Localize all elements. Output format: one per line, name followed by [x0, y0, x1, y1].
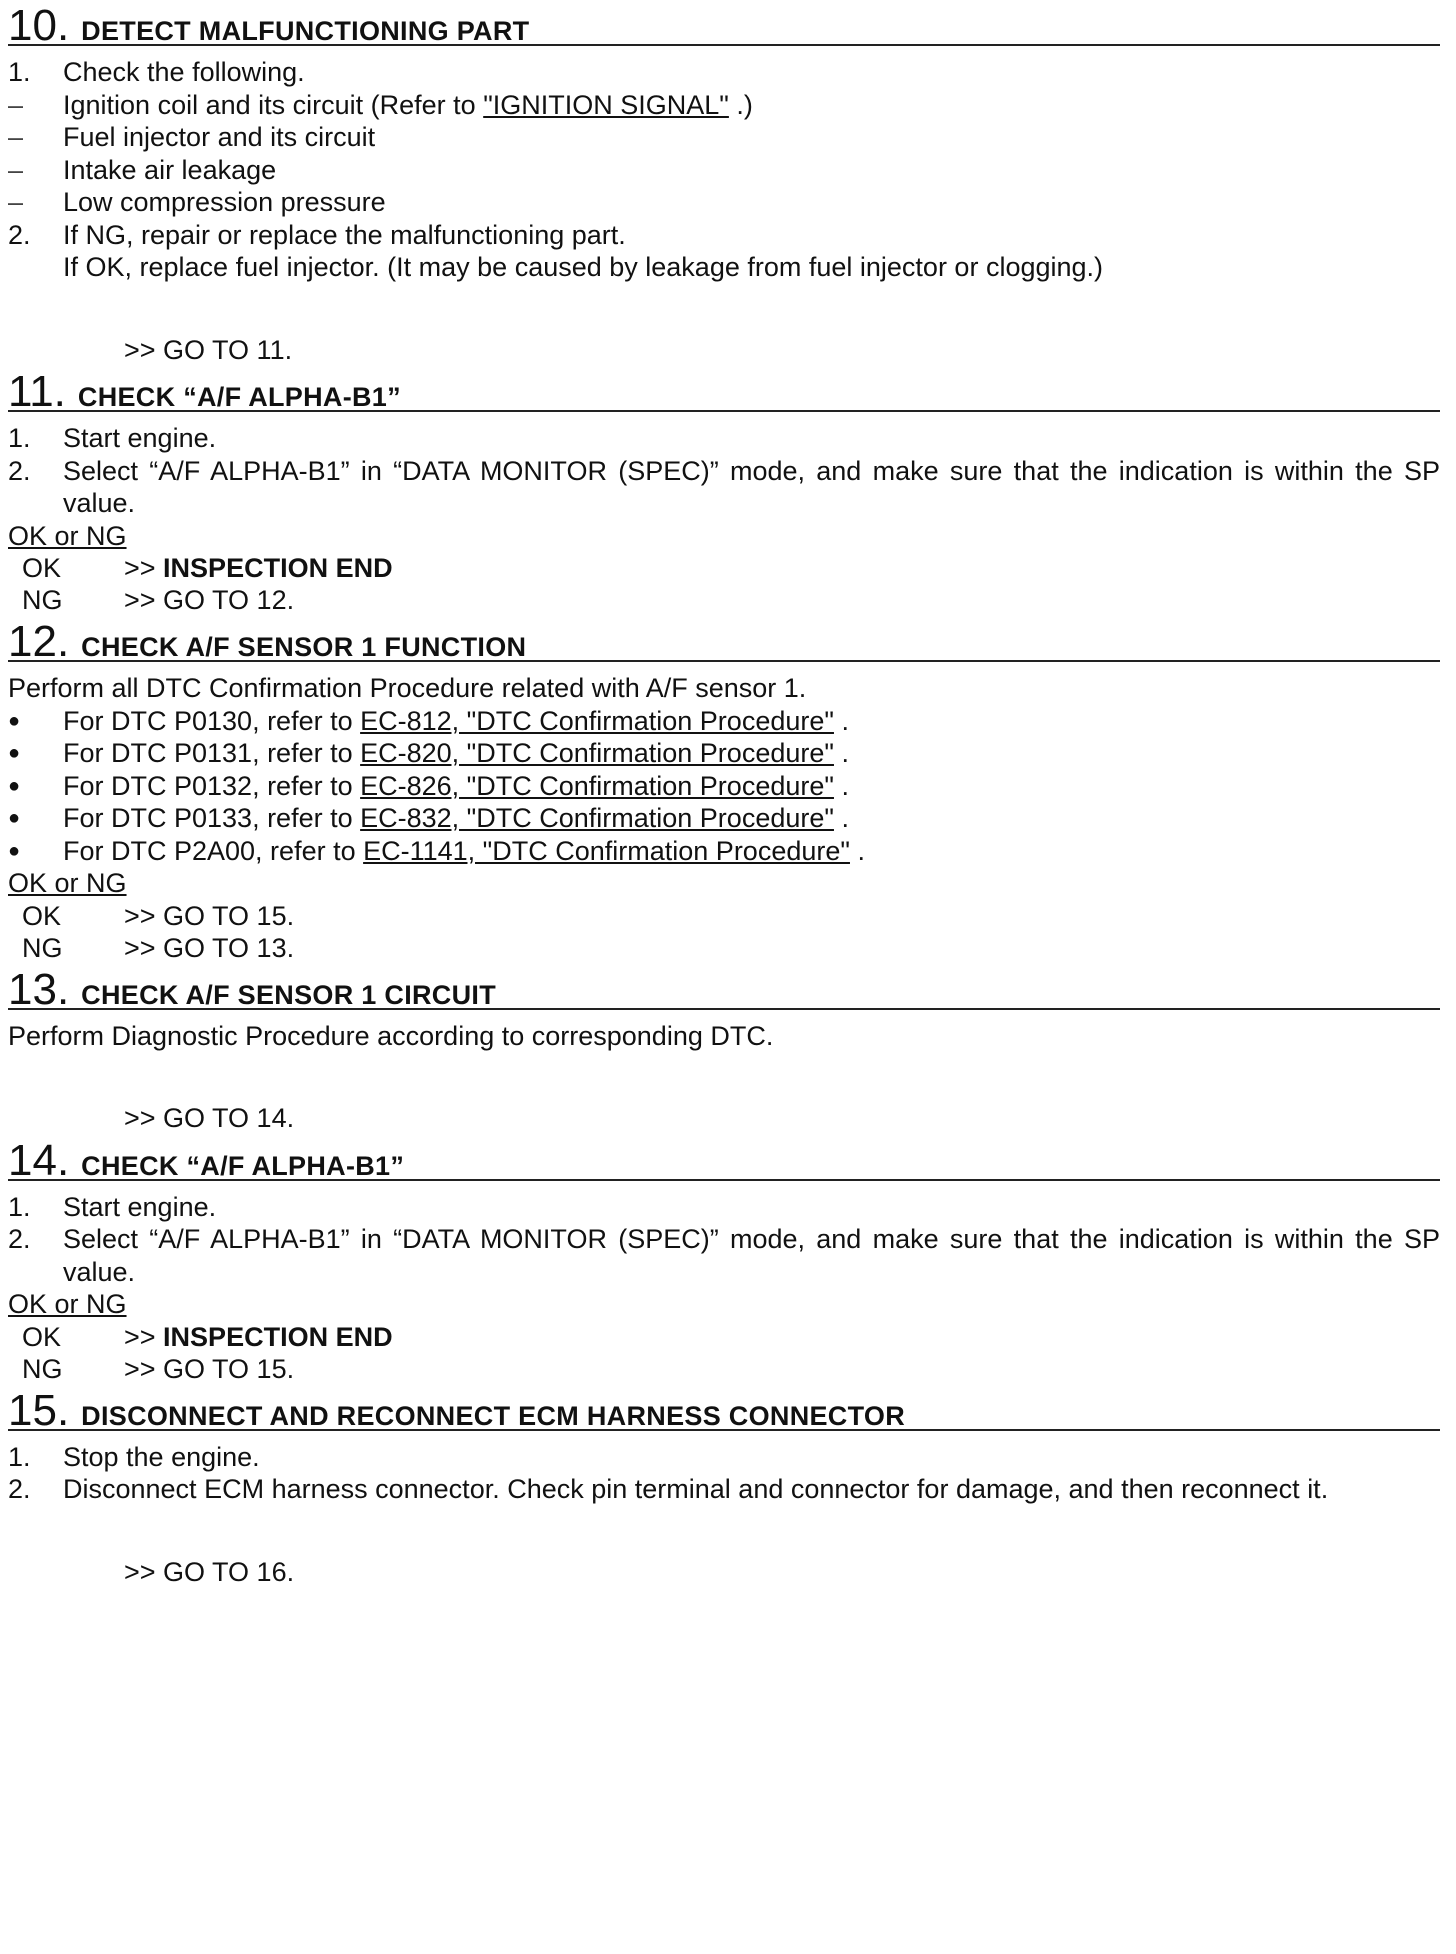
- ok-or-ng-label: OK or NG: [8, 1289, 127, 1319]
- step-15: [8, 1385, 1440, 1589]
- result-ng: NG >> GO TO 12.: [22, 585, 295, 615]
- list-item: 1. Start engine.: [8, 1191, 217, 1222]
- step-title: CHECK A/F SENSOR 1 FUNCTION: [81, 632, 527, 662]
- list-item: 1. Stop the engine.: [8, 1441, 260, 1472]
- ok-or-ng-label: OK or NG: [8, 868, 127, 898]
- step-heading: [8, 366, 1440, 416]
- step-number: 11.: [8, 367, 66, 416]
- result-ok: OK >> GO TO 15.: [22, 900, 295, 931]
- list-item: – Fuel injector and its circuit: [8, 122, 376, 152]
- result-ng: NG >> GO TO 13.: [22, 932, 295, 963]
- step-13: [8, 964, 1440, 1135]
- ignition-signal-link[interactable]: "IGNITION SIGNAL": [483, 89, 729, 120]
- step-heading: [8, 964, 1440, 1014]
- ok-or-ng-label: OK or NG: [8, 520, 127, 551]
- list-item: ● For DTC P0131, refer to EC-820, "DTC Confirmation Procedure" .: [8, 738, 849, 768]
- result-ok: OK >> INSPECTION END: [22, 1321, 393, 1352]
- bullet-icon: ●: [8, 774, 21, 797]
- dtc-link[interactable]: EC-820, "DTC Confirmation Procedure": [360, 738, 834, 768]
- list-item: – Low compression pressure: [8, 187, 386, 217]
- step-number: 13.: [8, 964, 70, 1014]
- intro-text: Perform all DTC Confirmation Procedure related with A/F sensor 1.: [8, 673, 807, 703]
- step-14: [8, 1135, 1440, 1385]
- step-heading: [8, 0, 1440, 50]
- bullet-icon: ●: [8, 742, 21, 764]
- step-title: CHECK “A/F ALPHA-B1”: [81, 1150, 405, 1181]
- step-heading: [8, 616, 1440, 666]
- result-ng: NG >> GO TO 15.: [22, 1353, 295, 1384]
- dtc-link[interactable]: EC-832, "DTC Confirmation Procedure": [360, 803, 834, 833]
- goto-next: >> GO TO 16.: [124, 1556, 295, 1587]
- list-item: 2. If NG, repair or replace the malfunctioning part. If OK, replace fuel injector. (It may be caused by leakage from fuel injector or clogging.): [8, 219, 1104, 282]
- step-number: 14.: [8, 1135, 70, 1185]
- bullet-icon: ●: [8, 709, 21, 732]
- procedure-page: [8, 0, 1440, 1588]
- step-number: 15.: [8, 1385, 70, 1435]
- list-item: 1. Check the following.: [8, 57, 305, 87]
- step-10: [8, 0, 1440, 366]
- result-ok: OK >> INSPECTION END: [22, 553, 393, 583]
- goto-next: >> GO TO 14.: [124, 1103, 295, 1133]
- list-item: – Ignition coil and its circuit (Refer to "IGNITION SIGNAL" .): [8, 89, 753, 120]
- goto-next: >> GO TO 11.: [124, 334, 293, 365]
- step-12: [8, 616, 1440, 964]
- step-11: [8, 366, 1440, 616]
- step-heading: [8, 1135, 1440, 1185]
- dtc-link[interactable]: EC-826, "DTC Confirmation Procedure": [360, 770, 834, 801]
- bullet-icon: ●: [8, 807, 21, 829]
- dtc-link[interactable]: EC-1141, "DTC Confirmation Procedure": [363, 835, 850, 866]
- list-item: ● For DTC P0130, refer to EC-812, "DTC Confirmation Procedure" .: [8, 705, 849, 736]
- list-item: – Intake air leakage: [8, 154, 277, 185]
- step-title: DISCONNECT AND RECONNECT ECM HARNESS CONNECTOR: [81, 1400, 906, 1431]
- step-number: 10.: [8, 1, 70, 50]
- list-item: ● For DTC P2A00, refer to EC-1141, "DTC Confirmation Procedure" .: [8, 835, 865, 866]
- list-item: 2. Disconnect ECM harness connector. Check pin terminal and connector for damage, and then reconnect it.: [8, 1474, 1329, 1504]
- list-item: ● For DTC P0133, refer to EC-832, "DTC Confirmation Procedure" .: [8, 803, 849, 833]
- list-item: 1. Start engine.: [8, 423, 217, 453]
- step-heading: [8, 1385, 1440, 1435]
- dtc-link[interactable]: EC-812, "DTC Confirmation Procedure": [360, 705, 834, 736]
- list-item: ● For DTC P0132, refer to EC-826, "DTC Confirmation Procedure" .: [8, 770, 849, 801]
- intro-text: Perform Diagnostic Procedure according to corresponding DTC.: [8, 1020, 774, 1051]
- bullet-icon: ●: [8, 839, 21, 862]
- list-item: 2. Select “A/F ALPHA-B1” in “DATA MONITOR (SPEC)” mode, and make sure that the indication is within the SP value.: [8, 1224, 1440, 1287]
- step-title: DETECT MALFUNCTIONING PART: [81, 16, 530, 46]
- step-title: CHECK “A/F ALPHA-B1”: [77, 382, 401, 412]
- step-number: 12.: [8, 617, 70, 666]
- step-title: CHECK A/F SENSOR 1 CIRCUIT: [81, 979, 497, 1010]
- list-item: 2. Select “A/F ALPHA-B1” in “DATA MONITOR (SPEC)” mode, and make sure that the indication is within the SP value.: [8, 455, 1440, 518]
